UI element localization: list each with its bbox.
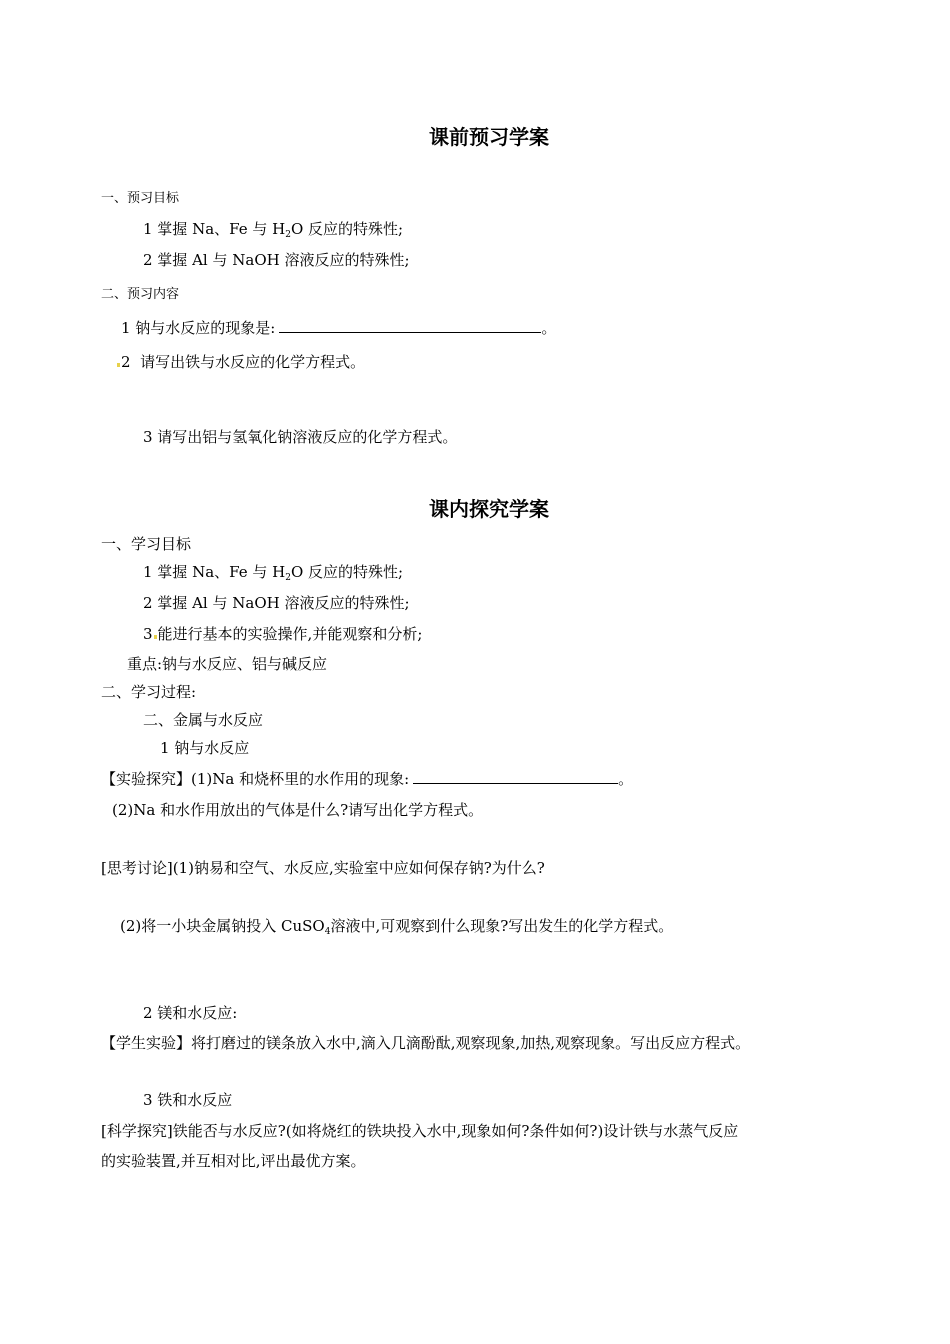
experiment-question-1: [101, 769, 633, 789]
preview-question-2-text: 请写出铁与水反应的化学方程式。: [140, 353, 366, 371]
subsection-magnesium-water: 2 镁和水反应:: [143, 1004, 238, 1022]
experiment-question-1-text: 【实验探究】(1)Na 和烧杯里的水作用的现象:: [101, 770, 410, 788]
preview-goals-heading: 一、预习目标: [101, 191, 180, 206]
preview-question-1: [121, 318, 556, 338]
preview-goal-2: 2 掌握 Al 与 NaOH 溶液反应的特殊性;: [143, 251, 410, 269]
highlight-mark: [117, 363, 120, 367]
subsection-iron-water: 3 铁和水反应: [143, 1091, 233, 1109]
preview-title: 课前预习学案: [429, 125, 549, 149]
preview-content-heading: 二、预习内容: [101, 287, 180, 302]
inquiry-goals-heading: 一、学习目标: [101, 535, 192, 553]
inquiry-goal-3-number: 3: [143, 625, 153, 643]
inquiry-goal-1-suffix: O 反应的特殊性;: [290, 563, 404, 581]
discussion-question-2-subscript: 4: [324, 927, 331, 937]
student-experiment: 【学生实验】将打磨过的镁条放入水中,滴入几滴酚酞,观察现象,加热,观察现象。写出反应方程式。: [101, 1034, 751, 1052]
science-inquiry-line-1: [科学探究]铁能否与水反应?(如将烧红的铁块投入水中,现象如何?条件如何?)设计铁与水蒸气反应: [101, 1122, 739, 1140]
experiment-question-2: (2)Na 和水作用放出的气体是什么?请写出化学方程式。: [112, 801, 484, 819]
key-points: 重点:钠与水反应、铝与碱反应: [127, 655, 328, 673]
preview-goal-1-subscript: 2: [285, 230, 291, 240]
section-metal-water: 二、金属与水反应: [143, 711, 264, 729]
discussion-question-1: [思考讨论](1)钠易和空气、水反应,实验室中应如何保存钠?为什么?: [101, 859, 545, 877]
preview-question-2: [116, 352, 365, 372]
inquiry-goal-3: [143, 624, 422, 644]
inquiry-goal-3-text: 能进行基本的实验操作,并能观察和分析;: [157, 625, 423, 643]
discussion-question-2-suffix: 溶液中,可观察到什么现象?写出发生的化学方程式。: [330, 917, 674, 935]
answer-blank: [413, 769, 618, 784]
inquiry-goal-1: [143, 562, 403, 588]
discussion-question-2: [120, 916, 673, 942]
preview-question-3: 3 请写出铝与氢氧化钠溶液反应的化学方程式。: [143, 428, 458, 446]
preview-goal-1-prefix: 1 掌握 Na、Fe 与 H: [143, 220, 286, 238]
inquiry-goal-1-prefix: 1 掌握 Na、Fe 与 H: [143, 563, 286, 581]
subsection-sodium-water: 1 钠与水反应: [160, 739, 250, 757]
inquiry-title: 课内探究学案: [429, 497, 549, 521]
preview-question-1-text: 1 钠与水反应的现象是:: [121, 319, 276, 337]
preview-goal-1-suffix: O 反应的特殊性;: [290, 220, 404, 238]
science-inquiry-line-2: 的实验装置,并互相对比,评出最优方案。: [101, 1152, 366, 1170]
preview-question-2-number: 2: [121, 353, 131, 371]
discussion-question-2-prefix: (2)将一小块金属钠投入 CuSO: [120, 917, 325, 935]
inquiry-goal-1-subscript: 2: [285, 573, 291, 583]
preview-question-1-end: 。: [541, 319, 557, 337]
answer-blank: [279, 318, 541, 333]
highlight-mark: [154, 635, 157, 639]
process-heading: 二、学习过程:: [101, 683, 197, 701]
preview-goal-1: [143, 219, 403, 245]
experiment-question-1-end: 。: [618, 770, 634, 788]
inquiry-goal-2: 2 掌握 Al 与 NaOH 溶液反应的特殊性;: [143, 594, 410, 612]
